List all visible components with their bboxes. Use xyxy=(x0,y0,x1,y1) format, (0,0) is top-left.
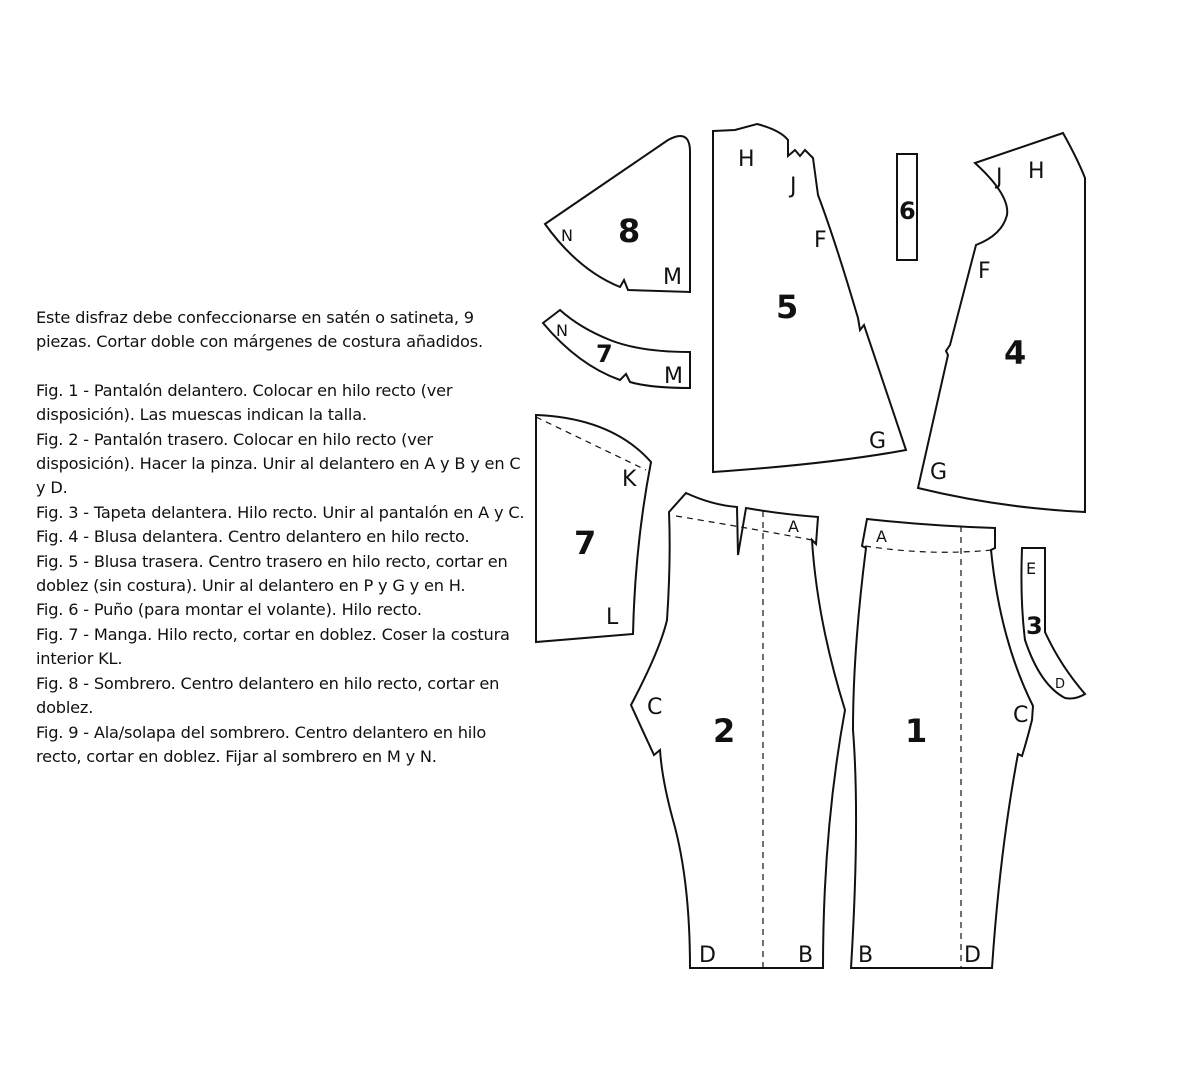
fig-2-text: Fig. 2 - Pantalón trasero. Colocar en hilo recto (ver disposición). Hacer la pinza. Unir al delantero en A y B y en C y D. xyxy=(36,429,521,498)
piece-1-label-d: D xyxy=(964,943,981,968)
piece-4-label-g: G xyxy=(930,460,948,485)
piece-1-front-trousers xyxy=(851,519,1033,968)
piece-7-sleeve xyxy=(536,415,651,642)
piece-1-number: 1 xyxy=(905,712,928,750)
piece-6-number: 6 xyxy=(899,197,916,225)
fig-4-text: Fig. 4 - Blusa delantera. Centro delantero en hilo recto. xyxy=(36,527,470,547)
piece-5-label-h: H xyxy=(738,147,755,172)
intro-paragraph: Este disfraz debe confeccionarse en satén o satineta, 9 piezas. Cortar doble con márgenes de costura añadidos. xyxy=(36,308,483,352)
piece-4-front-blouse xyxy=(918,133,1085,512)
piece-3-placket xyxy=(1021,548,1085,699)
piece-2-number: 2 xyxy=(713,712,736,750)
fig-8-text: Fig. 8 - Sombrero. Centro delantero en hilo recto, cortar en doblez. xyxy=(36,673,500,718)
piece-2-back-trousers xyxy=(631,493,845,968)
fig-6-text: Fig. 6 - Puño (para montar el volante). Hilo recto. xyxy=(36,600,422,620)
fig-9-text: Fig. 9 - Ala/solapa del sombrero. Centro delantero en hilo recto, cortar en doblez. Fijar al sombrero en M y N. xyxy=(36,722,487,766)
piece-1-label-c: C xyxy=(1013,703,1029,728)
piece-1-label-a: A xyxy=(876,527,887,546)
piece-3-label-e: E xyxy=(1026,559,1037,578)
piece-5-label-j: J xyxy=(790,174,797,199)
piece-5-number: 5 xyxy=(776,288,799,326)
piece-5-label-g: G xyxy=(869,429,887,454)
piece-9-number: 7 xyxy=(596,340,613,368)
piece-4-label-j: J xyxy=(996,165,1003,190)
piece-2-outline xyxy=(631,493,845,968)
piece-2-label-b: B xyxy=(798,943,814,968)
fig-5-text: Fig. 5 - Blusa trasera. Centro trasero en hilo recto, cortar en doblez (sin costura). Unir al delantero en P y G y en H. xyxy=(36,551,508,596)
piece-7-number: 7 xyxy=(574,524,597,562)
fig-1-text: Fig. 1 - Pantalón delantero. Colocar en hilo recto (ver disposición). Las muescas indican la talla. xyxy=(36,380,453,425)
piece-1-label-b: B xyxy=(858,943,874,968)
piece-1-outline xyxy=(851,519,1033,968)
piece-4-label-h: H xyxy=(1028,159,1045,184)
piece-9-label-m: M xyxy=(664,364,683,389)
piece-9-brim xyxy=(543,310,690,389)
piece-8-number: 8 xyxy=(618,212,641,250)
piece-4-label-f: F xyxy=(978,259,991,284)
piece-3-label-d: D xyxy=(1055,677,1066,692)
fig-3-text: Fig. 3 - Tapeta delantera. Hilo recto. Unir al pantalón en A y C. xyxy=(36,502,525,522)
piece-5-back-blouse xyxy=(713,124,906,472)
piece-6-cuff xyxy=(897,154,917,260)
fig-7-text: Fig. 7 - Manga. Hilo recto, cortar en doblez. Coser la costura interior KL. xyxy=(36,624,510,669)
piece-8-label-m: M xyxy=(663,265,682,290)
piece-2-label-a: A xyxy=(788,517,799,536)
piece-8-hat xyxy=(545,136,690,292)
piece-5-label-f: F xyxy=(814,228,827,253)
piece-9-label-n: N xyxy=(556,321,568,340)
piece-5-outline xyxy=(713,124,906,472)
piece-2-label-c: C xyxy=(647,695,663,720)
piece-7-label-k: K xyxy=(622,467,637,492)
piece-4-number: 4 xyxy=(1004,334,1027,372)
piece-7-label-l: L xyxy=(606,605,619,630)
piece-2-label-d: D xyxy=(699,943,716,968)
piece-3-number: 3 xyxy=(1026,612,1043,640)
piece-8-label-n: N xyxy=(561,226,573,245)
